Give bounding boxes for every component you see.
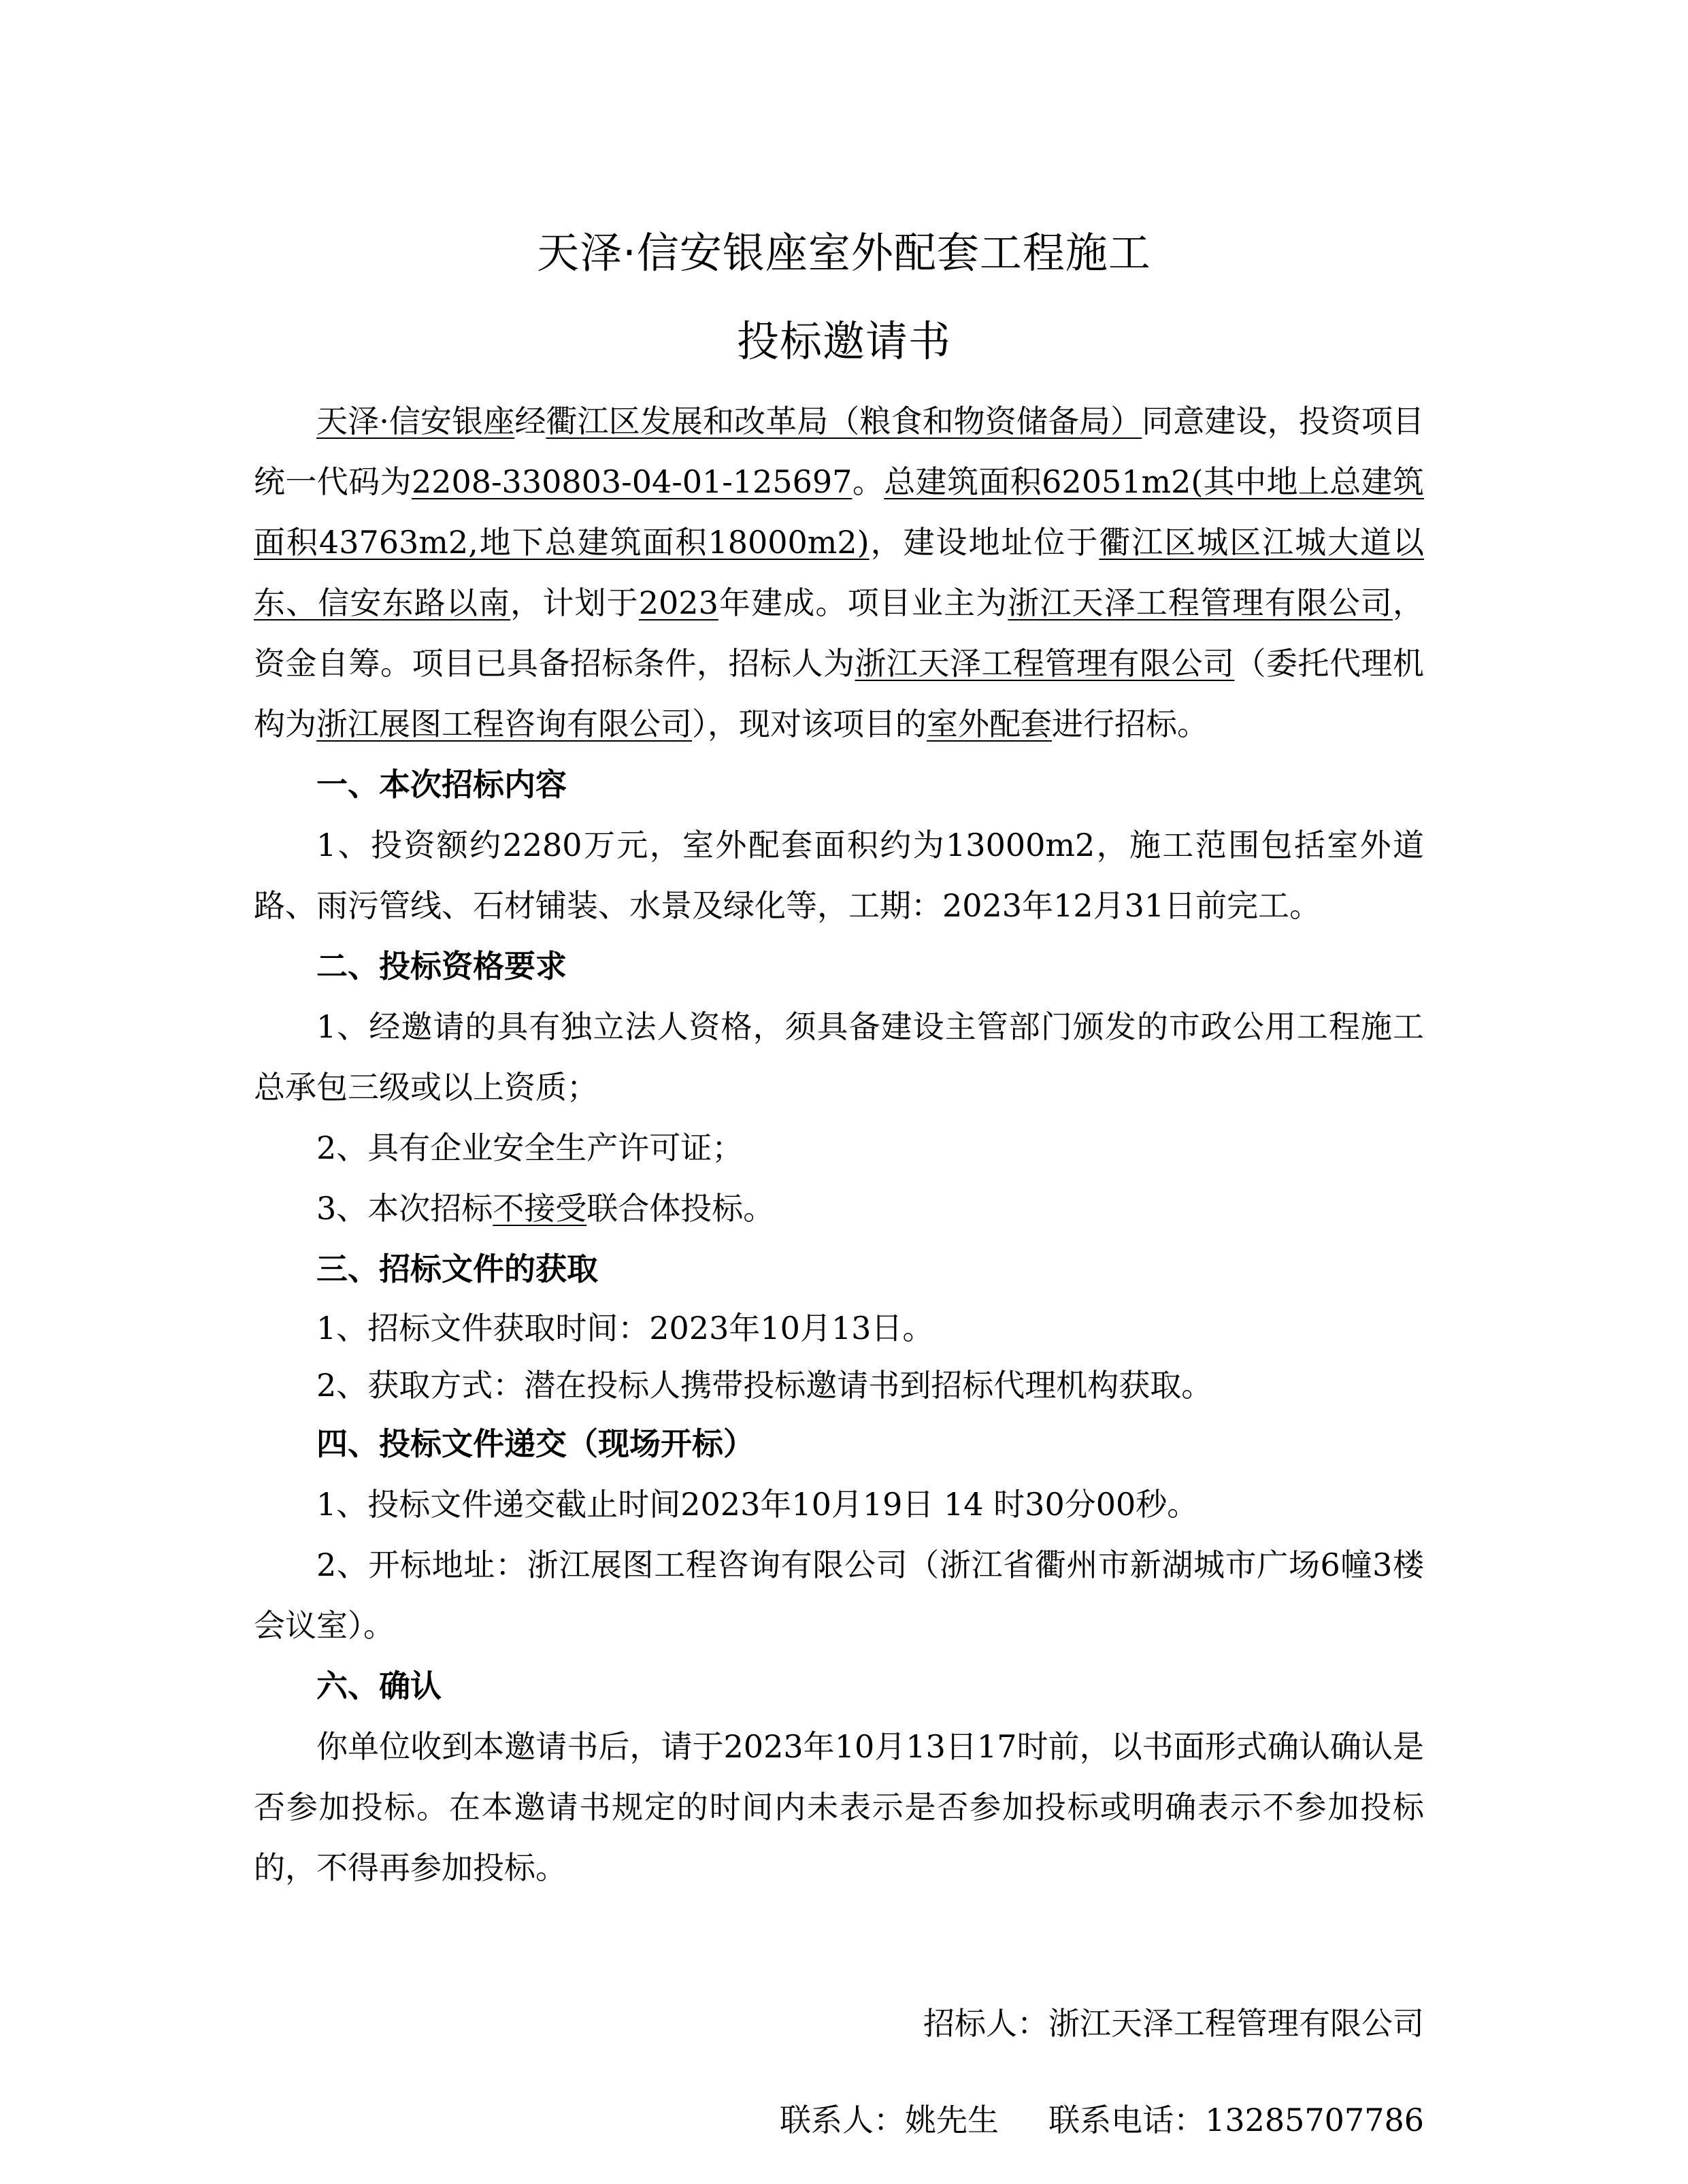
project-code: 2208-330803-04-01-125697 [411,463,853,500]
construction-site: 衢江区城区江城大道以东、信安东路以南 [254,524,1425,621]
section-heading-submission: 四、投标文件递交（现场开标） [316,1425,755,1462]
intro-text: 进行招标。 [1052,706,1208,742]
document-body [254,391,1424,1898]
intro-text: 年建成。项目业主为 [718,584,1008,621]
document-subtitle: 投标邀请书 [736,316,951,366]
item-text: 联合体投标。 [586,1190,775,1227]
content-item-1: 1、投资额约2280万元，室外配套面积约为13000m2，施工范围包括室外道路、雨污管线、石材铺装、水景及绿化等，工期：2023年12月31日前完工。 [254,827,1424,924]
intro-text: ，资金自筹。项目已具备招标条件，招标人为 [254,584,1425,682]
intro-text: 同意建设，投资项目统一代码为 [254,403,1425,500]
qualification-item-3 [254,1178,1424,1239]
confirmation-text: 你单位收到本邀请书后，请于2023年10月13日17时前，以书面形式确认确认是否参加投标。在本邀请书规定的时间内未表示是否参加投标或明确表示不参加投标的，不得再参加投标。 [254,1728,1424,1886]
intro-text: 经 [514,403,546,440]
document-title: 天泽·信安银座室外配套工程施工 [537,228,1151,278]
intro-paragraph [254,391,1424,755]
intro-text: ，建设地址位于 [869,524,1099,561]
not-accepted-text: 不接受 [493,1190,587,1227]
section-heading-content: 一、本次招标内容 [316,766,567,803]
project-name: 天泽·信安银座 [316,403,515,440]
section-heading-qualification: 二、投标资格要求 [316,948,567,985]
documents-item-2: 2、获取方式：潜在投标人携带投标邀请书到招标代理机构获取。 [316,1367,1213,1404]
building-area: 总建筑面积62051m2(其中地上总建筑面积43763m2,地下总建筑面积18000m2) [254,463,1425,561]
contact-info: 联系人：姚先生 联系电话：13285707786 [779,2102,1424,2138]
tenderer-signature: 招标人：浙江天泽工程管理有限公司 [923,2005,1424,2042]
submission-item-2: 2、开标地址：浙江展图工程咨询有限公司（浙江省衢州市新湖城市广场6幢3楼会议室）。 [254,1546,1424,1644]
item-text: 3、本次招标 [316,1190,493,1227]
agency-name: 浙江展图工程咨询有限公司 [316,706,692,742]
project-owner: 浙江天泽工程管理有限公司 [1008,584,1393,621]
submission-item-1: 1、投标文件递交截止时间2023年10月19日 14 时30分00秒。 [316,1486,1199,1523]
tenderer-name: 浙江天泽工程管理有限公司 [855,645,1235,682]
documents-item-1: 1、招标文件获取时间：2023年10月13日。 [316,1310,934,1346]
section-heading-confirmation: 六、确认 [316,1668,442,1704]
approval-authority: 衢江区发展和改革局（粮食和物资储备局） [546,403,1142,440]
qualification-item-2: 2、具有企业安全生产许可证； [316,1129,744,1166]
qualification-item-1: 1、经邀请的具有独立法人资格，须具备建设主管部门颁发的市政公用工程施工总承包三级或以上资质； [254,1008,1424,1106]
section-heading-documents: 三、招标文件的获取 [316,1251,598,1287]
intro-text: 。 [852,463,884,500]
intro-text: ），现对该项目的 [692,706,927,742]
intro-text: （委托代理机构为 [254,645,1424,742]
intro-text: ，计划于 [510,584,639,621]
completion-year: 2023 [638,584,718,621]
tender-scope: 室外配套 [927,706,1052,742]
